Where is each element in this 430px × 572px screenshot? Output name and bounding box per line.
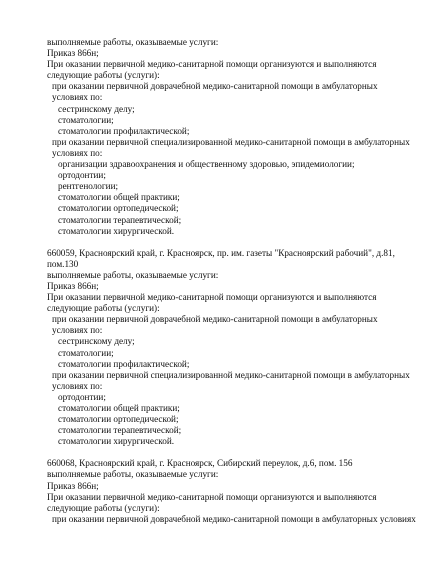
services-heading: выполняемые работы, оказываемые услуги: bbox=[47, 37, 219, 47]
care-category-prehospital: при оказании первичной доврачебной медико-санитарной помощи в амбулаторных условиях bbox=[52, 513, 416, 524]
order-reference: Приказ 866н; bbox=[47, 48, 99, 59]
service-item: стоматологии ортопедической; bbox=[58, 414, 179, 425]
service-item: стоматологии ортопедической; bbox=[58, 203, 179, 214]
license-block-3 bbox=[47, 458, 416, 525]
care-category-specialized: при оказании первичной специализированной медико-санитарной помощи в амбулаторных условиях по: bbox=[52, 136, 410, 158]
care-category-prehospital: при оказании первичной доврачебной медико-санитарной помощи в амбулаторных условиях по: bbox=[52, 81, 378, 103]
document-content bbox=[47, 37, 416, 525]
services-heading: выполняемые работы, оказываемые услуги: bbox=[47, 469, 219, 480]
care-category-specialized: при оказании первичной специализированной медико-санитарной помощи в амбулаторных условиях по: bbox=[52, 369, 410, 391]
service-item: рентгенологии; bbox=[58, 181, 119, 192]
services-intro: При оказании первичной медико-санитарной помощи организуются и выполняются следующие работы (услуги): bbox=[47, 59, 377, 81]
services-intro: При оказании первичной медико-санитарной помощи организуются и выполняются следующие работы (услуги): bbox=[47, 491, 377, 513]
service-item: стоматологии профилактической; bbox=[58, 125, 190, 136]
order-reference: Приказ 866н; bbox=[47, 280, 99, 291]
block-spacer bbox=[47, 237, 412, 248]
order-reference: Приказ 866н; bbox=[47, 480, 99, 491]
service-item: стоматологии хирургической. bbox=[58, 436, 175, 447]
service-item: ортодонтии; bbox=[58, 170, 106, 181]
service-item: стоматологии; bbox=[58, 114, 114, 125]
service-item: стоматологии терапевтической; bbox=[58, 214, 182, 225]
service-item: стоматологии терапевтической; bbox=[58, 425, 182, 436]
block-spacer bbox=[47, 447, 412, 458]
care-category-prehospital: при оказании первичной доврачебной медико-санитарной помощи в амбулаторных условиях по: bbox=[52, 314, 378, 336]
address: 660068, Красноярский край, г. Красноярск, Сибирский переулок, д.6, пом. 156 bbox=[47, 458, 353, 469]
service-item: сестринскому делу; bbox=[58, 336, 135, 347]
service-item: стоматологии профилактической; bbox=[58, 358, 190, 369]
service-item: стоматологии; bbox=[58, 347, 114, 358]
service-item: стоматологии хирургической. bbox=[58, 225, 175, 236]
license-block-1 bbox=[47, 37, 412, 237]
address: 660059, Красноярский край, г. Красноярск, пр. им. газеты "Красноярский рабочий", д.81, пом.130 bbox=[47, 247, 395, 269]
service-item: стоматологии общей практики; bbox=[58, 192, 180, 203]
service-item: организации здравоохранения и общественному здоровью, эпидемиологии; bbox=[58, 159, 355, 170]
service-item: стоматологии общей практики; bbox=[58, 403, 180, 413]
services-heading: выполняемые работы, оказываемые услуги: bbox=[47, 269, 219, 280]
service-item: сестринскому делу; bbox=[58, 103, 135, 114]
services-intro: При оказании первичной медико-санитарной помощи организуются и выполняются следующие работы (услуги): bbox=[47, 292, 377, 314]
service-item: ортодонтии; bbox=[58, 391, 106, 402]
license-block-2 bbox=[47, 248, 412, 448]
